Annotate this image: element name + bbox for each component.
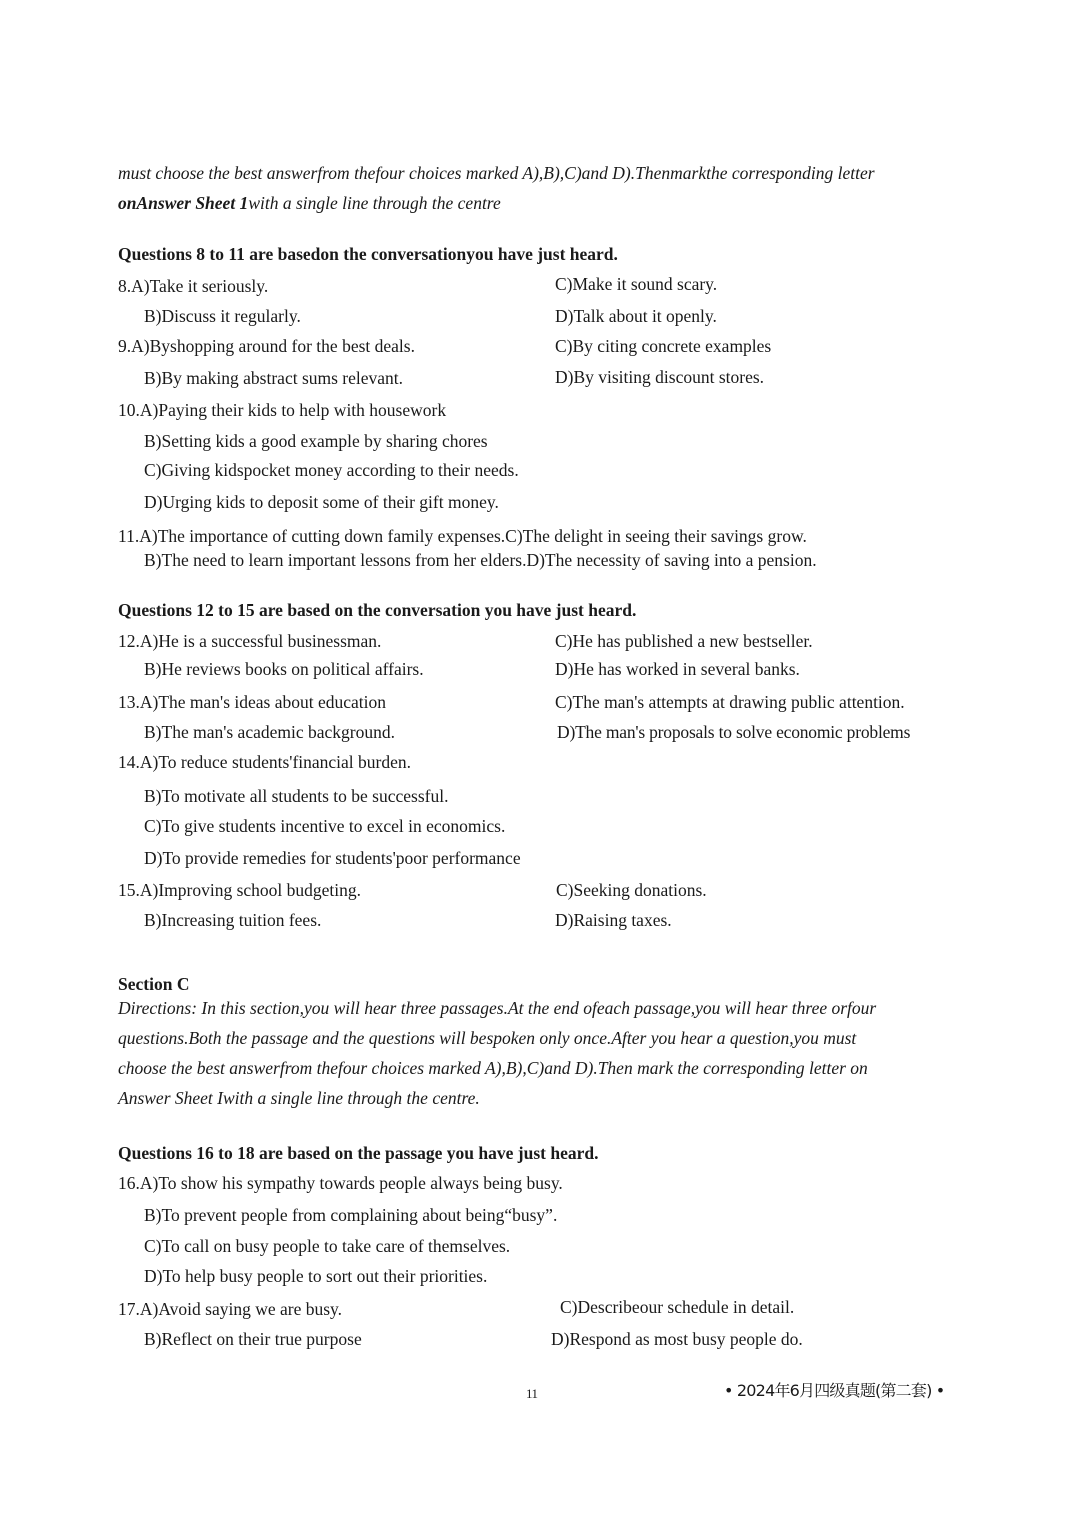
q17-option-c: C)Describeour schedule in detail. bbox=[560, 1297, 795, 1317]
q14-option-b: B)To motivate all students to be successful. bbox=[144, 786, 449, 806]
section-c-directions-line-3: choose the best answerfrom thefour choices marked A),B),C)and D).Then mark the corresponding letter on bbox=[118, 1058, 868, 1078]
q10-option-b: B)Setting kids a good example by sharing chores bbox=[144, 431, 488, 451]
footer-exam-title: • 2024年6月四级真题(第二套) • bbox=[724, 1381, 945, 1400]
group3-heading: Questions 16 to 18 are based on the passage you have just heard. bbox=[118, 1143, 599, 1163]
q14-option-c: C)To give students incentive to excel in economics. bbox=[144, 816, 506, 836]
q17-option-b: B)Reflect on their true purpose bbox=[144, 1329, 362, 1349]
q9-option-b: B)By making abstract sums relevant. bbox=[144, 368, 404, 388]
q13-option-c: C)The man's attempts at drawing public attention. bbox=[555, 692, 905, 712]
q12-option-b: B)He reviews books on political affairs. bbox=[144, 659, 424, 679]
q13-option-a: 13.A)The man's ideas about education bbox=[118, 692, 387, 712]
q12-option-d: D)He has worked in several banks. bbox=[555, 659, 800, 679]
q15-option-a: 15.A)Improving school budgeting. bbox=[118, 880, 362, 900]
intro-line-1: must choose the best answerfrom thefour choices marked A),B),C)and D).Thenmarkthe corresponding letter bbox=[118, 163, 875, 183]
q10-option-a: 10.A)Paying their kids to help with housework bbox=[118, 400, 447, 420]
q10-option-c: C)Giving kidspocket money according to their needs. bbox=[144, 460, 519, 480]
q15-option-d: D)Raising taxes. bbox=[555, 910, 672, 930]
q14-option-a: 14.A)To reduce students'financial burden. bbox=[118, 752, 412, 772]
q11-options-b-d: B)The need to learn important lessons from her elders.D)The necessity of saving into a pension. bbox=[144, 550, 817, 570]
answer-sheet-label: onAnswer Sheet 1 bbox=[118, 193, 249, 213]
section-c-directions-line-1: Directions: In this section,you will hear three passages.At the end ofeach passage,you will hear three orfour bbox=[118, 998, 877, 1018]
intro-line-2 bbox=[118, 192, 501, 214]
group1-heading: Questions 8 to 11 are basedon the conversationyou have just heard. bbox=[118, 244, 618, 264]
q10-option-d: D)Urging kids to deposit some of their gift money. bbox=[144, 492, 499, 512]
q12-option-a: 12.A)He is a successful businessman. bbox=[118, 631, 382, 651]
q14-option-d: D)To provide remedies for students'poor performance bbox=[144, 848, 521, 868]
q9-option-a: 9.A)Byshopping around for the best deals. bbox=[118, 336, 415, 356]
q8-option-a: 8.A)Take it seriously. bbox=[118, 276, 269, 296]
q11-options-a-c: 11.A)The importance of cutting down family expenses.C)The delight in seeing their savings grow. bbox=[118, 526, 807, 546]
q8-option-c: C)Make it sound scary. bbox=[555, 274, 718, 294]
q13-option-b: B)The man's academic background. bbox=[144, 722, 395, 742]
q8-option-d: D)Talk about it openly. bbox=[555, 306, 717, 326]
q16-option-b: B)To prevent people from complaining about being“busy”. bbox=[144, 1205, 558, 1225]
section-c-directions-line-2: questions.Both the passage and the questions will bespoken only once.After you hear a question,you must bbox=[118, 1028, 857, 1048]
q8-option-b: B)Discuss it regularly. bbox=[144, 306, 301, 326]
q12-option-c: C)He has published a new bestseller. bbox=[555, 631, 813, 651]
section-c-title: Section C bbox=[118, 974, 190, 994]
q16-option-c: C)To call on busy people to take care of themselves. bbox=[144, 1236, 511, 1256]
intro-line-2-rest: with a single line through the centre bbox=[248, 193, 501, 213]
q16-option-d: D)To help busy people to sort out their priorities. bbox=[144, 1266, 488, 1286]
q17-option-d: D)Respond as most busy people do. bbox=[551, 1329, 803, 1349]
q9-option-c: C)By citing concrete examples bbox=[555, 336, 772, 356]
q13-option-d: D)The man's proposals to solve economic problems bbox=[557, 722, 911, 742]
section-c-directions-line-4: Answer Sheet Iwith a single line through the centre. bbox=[118, 1088, 480, 1108]
q15-option-c: C)Seeking donations. bbox=[556, 880, 707, 900]
page-number: 11 bbox=[526, 1386, 538, 1401]
q15-option-b: B)Increasing tuition fees. bbox=[144, 910, 322, 930]
q16-option-a: 16.A)To show his sympathy towards people always being busy. bbox=[118, 1173, 563, 1193]
group2-heading: Questions 12 to 15 are based on the conversation you have just heard. bbox=[118, 600, 637, 620]
q9-option-d: D)By visiting discount stores. bbox=[555, 367, 765, 387]
q17-option-a: 17.A)Avoid saying we are busy. bbox=[118, 1299, 343, 1319]
